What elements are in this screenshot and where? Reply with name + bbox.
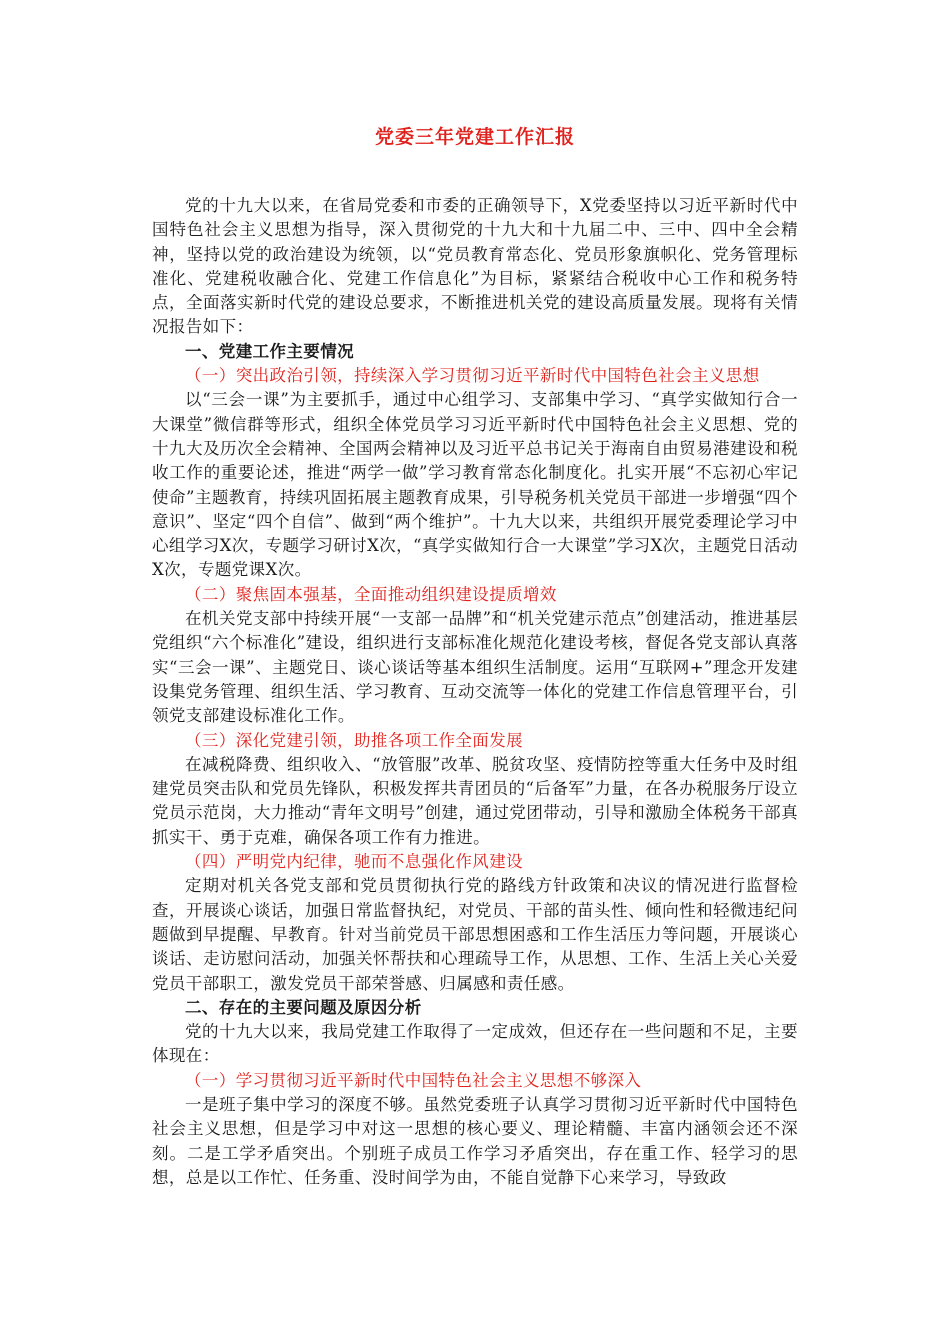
section-1-3-heading: （三）深化党建引领，助推各项工作全面发展 (185, 730, 523, 750)
section-1-heading: 一、党建工作主要情况 (185, 341, 354, 361)
document-page (152, 0, 798, 1190)
section-2-heading: 二、存在的主要问题及原因分析 (185, 997, 422, 1017)
section-1-1-paragraph: 以“三会一课”为主要抓手，通过中心组学习、支部集中学习、“真学实做知行合一大课堂”微信群等形式，组织全体党员学习习近平新时代中国特色社会主义思想、党的十九大及历次全会精神、全国两会精神以及习近平总书记关于海南自由贸易港建设和税收工作的重要论述，推进“两学一做”学习教育常态化制度化。扎实开展“不忘初心牢记使命”主题教育，持续巩固拓展主题教育成果，引导税务机关党员干部进一步增强“四个意识”、坚定“四个自信”、做到“两个维护”。十九大以来，共组织开展党委理论学习中心组学习X次，专题学习研讨X次，“真学实做知行合一大课堂”学习X次，主题党日活动X次，专题党课X次。 (152, 390, 798, 580)
section-2-1-paragraph: 一是班子集中学习的深度不够。虽然党委班子认真学习贯彻习近平新时代中国特色社会主义思想，但是学习中对这一思想的核心要义、理论精髓、丰富内涵领会还不深刻。二是工学矛盾突出。个别班子成员工作学习矛盾突出，存在重工作、轻学习的思想，总是以工作忙、任务重、没时间学为由，不能自觉静下心来学习，导致政 (152, 1094, 798, 1187)
section-1-1-heading: （一）突出政治引领，持续深入学习贯彻习近平新时代中国特色社会主义思想 (185, 366, 760, 386)
document-title: 党委三年党建工作汇报 (374, 126, 575, 148)
section-1-2-paragraph: 在机关党支部中持续开展“一支部一品牌”和“机关党建示范点”创建活动，推进基层党组织“六个标准化”建设，组织进行支部标准化规范化建设考核，督促各党支部认真落实“三会一课”、主题党日、谈心谈话等基本组织生活制度。运用“互联网+”理念开发建设集党务管理、组织生活、学习教育、互动交流等一体化的党建工作信息管理平台，引领党支部建设标准化工作。 (152, 609, 798, 726)
section-1-2-heading: （二）聚焦固本强基，全面推动组织建设提质增效 (185, 584, 557, 604)
intro-paragraph: 党的十九大以来，在省局党委和市委的正确领导下，X党委坚持以习近平新时代中国特色社会主义思想为指导，深入贯彻党的十九大和十九届二中、三中、四中全会精神，坚持以党的政治建设为统领，以“党员教育常态化、党员形象旗帜化、党务管理标准化、党建税收融合化、党建工作信息化”为目标，紧紧结合税收中心工作和税务特点，全面落实新时代党的建设总要求，不断推进机关党的建设高质量发展。现将有关情况报告如下： (152, 196, 798, 337)
section-1-3-paragraph: 在减税降费、组织收入、“放管服”改革、脱贫攻坚、疫情防控等重大任务中及时组建党员突击队和党员先锋队，积极发挥共青团员的“后备军”力量，在各办税服务厅设立党员示范岗，大力推动“青年文明号”创建，通过党团带动，引导和激励全体税务干部真抓实干、勇于克难，确保各项工作有力推进。 (152, 754, 798, 847)
section-2-1-heading: （一）学习贯彻习近平新时代中国特色社会主义思想不够深入 (185, 1070, 642, 1090)
section-1-4-heading: （四）严明党内纪律，驰而不息强化作风建设 (185, 852, 523, 872)
section-1-4-paragraph: 定期对机关各党支部和党员贯彻执行党的路线方针政策和决议的情况进行监督检查，开展谈心谈话，加强日常监督执纪，对党员、干部的苗头性、倾向性和轻微违纪问题做到早提醒、早教育。针对当前党员干部思想困惑和工作生活压力等问题，开展谈心谈话、走访慰问活动，加强关怀帮扶和心理疏导工作，从思想、工作、生活上关心关爱党员干部职工，激发党员干部荣誉感、归属感和责任感。 (152, 876, 798, 993)
section-2-intro-paragraph: 党的十九大以来，我局党建工作取得了一定成效，但还存在一些问题和不足，主要体现在： (152, 1022, 798, 1066)
document-body (152, 194, 798, 1190)
